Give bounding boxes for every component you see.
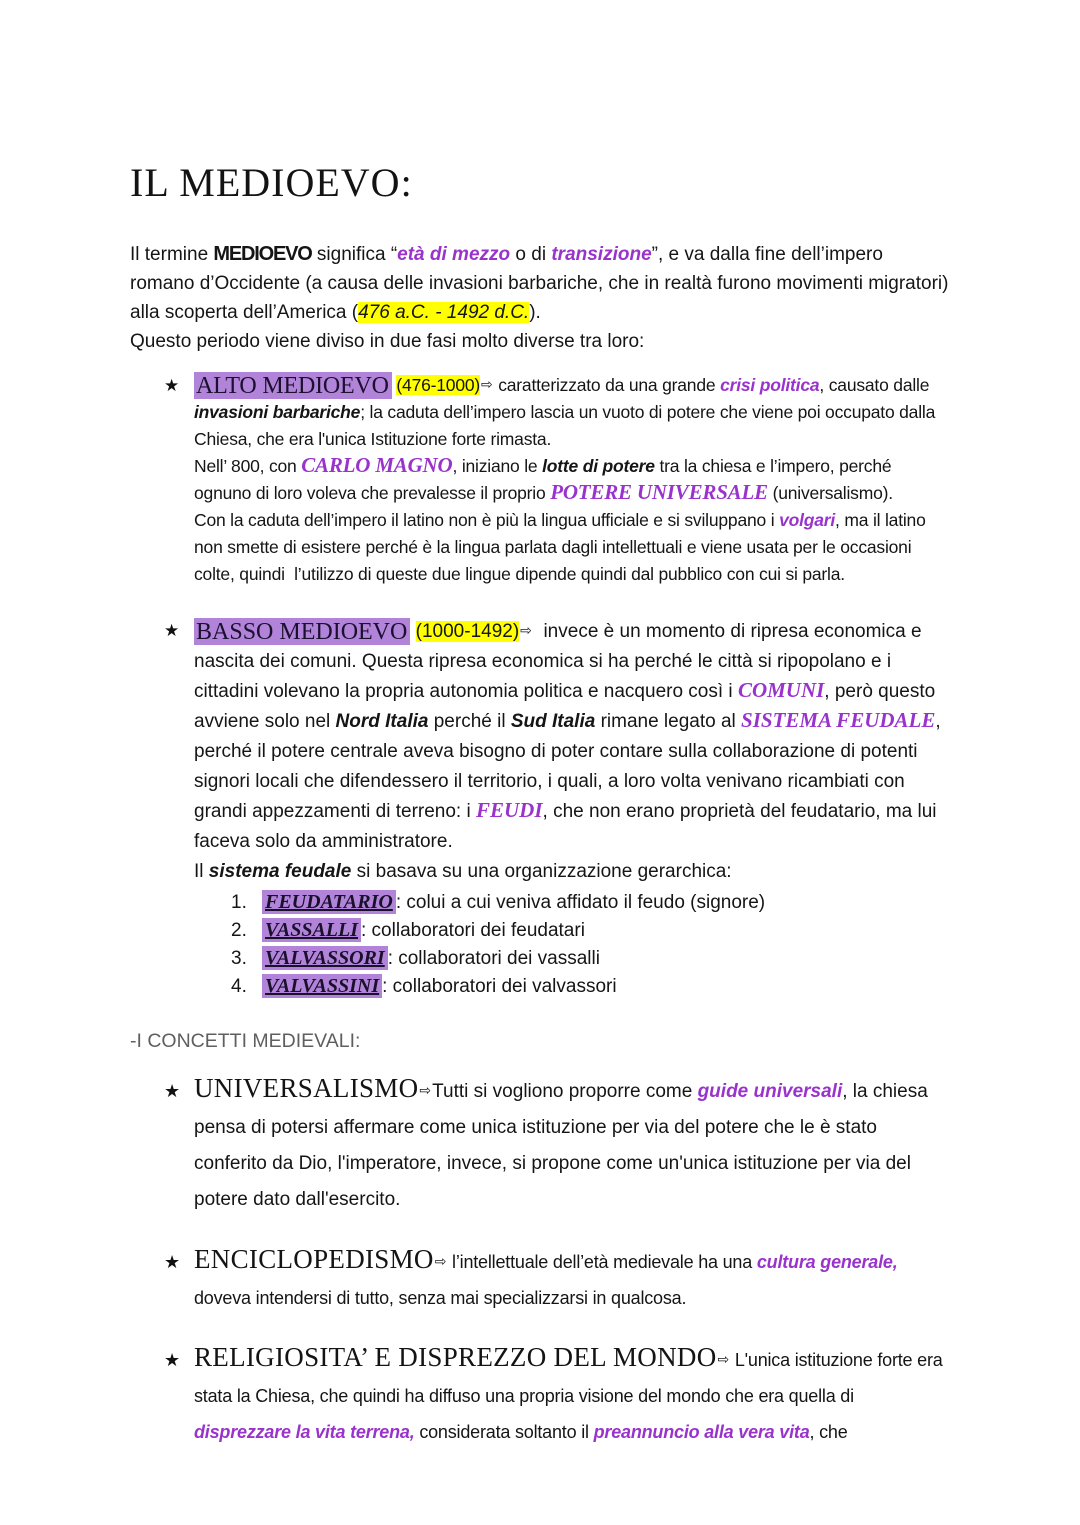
text-run: doveva intendersi di tutto, senza mai specializzarsi in qualcosa. — [194, 1252, 903, 1308]
term-alto-medioevo: ALTO MEDIOEVO — [194, 372, 392, 399]
arrow-right-icon: ⇨ — [520, 623, 532, 639]
list-item-text — [262, 945, 952, 973]
list-item-alto-medioevo — [130, 372, 952, 588]
alto-medioevo-paragraph — [194, 372, 952, 588]
arrow-right-icon: ⇨ — [717, 1352, 730, 1368]
text-run: transizione — [551, 244, 652, 265]
text-run: Nord Italia — [335, 711, 429, 732]
text-run: significa “ — [311, 244, 398, 265]
term-religiosita-disprezzo: RELIGIOSITA’ E DISPREZZO DEL MONDO — [194, 1342, 717, 1372]
list-item-universalismo — [130, 1073, 952, 1218]
list-item-feudatario — [231, 889, 952, 917]
text-run: tra la chiesa e l’impero, perché ognuno di loro voleva che prevalesse il proprio — [194, 456, 897, 503]
text-run: , che non erano proprietà del feudatario, ma lui faceva solo da amministratore. — [194, 801, 942, 852]
list-number: 3. — [231, 948, 247, 969]
list-number: 2. — [231, 920, 247, 941]
term-valvassori: VALVASSORI — [262, 946, 388, 970]
text-run: Questo periodo viene diviso in due fasi molto diverse tra loro: — [130, 331, 645, 352]
term-universalismo: UNIVERSALISMO — [194, 1073, 419, 1103]
text-run: lotte di potere — [542, 456, 655, 476]
term-basso-medioevo: BASSO MEDIOEVO — [194, 618, 410, 645]
enciclopedismo-paragraph — [194, 1244, 952, 1316]
text-run: Il termine — [130, 244, 214, 265]
text-run: o di — [510, 244, 552, 265]
text-run: Sud Italia — [510, 711, 596, 732]
term-enciclopedismo: ENCICLOPEDISMO — [194, 1244, 434, 1274]
list-item-valvassori — [231, 945, 952, 973]
text-run: perché il — [428, 711, 511, 732]
list-item-text — [262, 917, 952, 945]
text-run: , perché il potere centrale aveva bisogno di poter contare sulla collaborazione di potenti signori locali che difendessero il territorio, i quali, a loro volta venivano ricambiati con grandi appezzamenti di terreno: i — [194, 711, 946, 822]
date-range-basso: (1000-1492) — [415, 621, 520, 642]
section-heading-concetti-medievali: -I CONCETTI MEDIEVALI: — [130, 1030, 361, 1052]
list-item-basso-medioevo — [130, 616, 952, 1001]
list-item-vassalli — [231, 917, 952, 945]
religiosita-paragraph — [194, 1342, 952, 1450]
text-run: età di mezzo — [397, 244, 511, 265]
list-item-text — [262, 973, 952, 1001]
star-bullet-icon: ★ — [164, 1350, 181, 1370]
text-run: invasioni barbariche — [194, 402, 361, 422]
intro-paragraph — [130, 240, 952, 356]
list-item-valvassini — [231, 973, 952, 1001]
list-item-text — [262, 889, 952, 917]
text-run: preannuncio alla vera vita — [593, 1422, 810, 1442]
concept-bullet-list — [130, 1073, 952, 1450]
text-run: caratterizzato da una grande — [493, 375, 721, 395]
basso-medioevo-paragraph — [194, 616, 952, 1001]
text-run: Il — [194, 861, 209, 882]
text-run: : colui a cui veniva affidato il feudo (signore) — [395, 892, 766, 913]
page-title: IL MEDIOEVO: — [130, 160, 413, 205]
text-run: , la chiesa pensa di potersi affermare come unica istituzione per via del potere che le è stato conferito da Dio, l'imperatore, invece, si propone come un'unica istituzione per via del potere dato dall'esercito. — [194, 1081, 934, 1210]
text-run: (universalismo). — [767, 483, 893, 503]
text-run: disprezzare la vita terrena, — [194, 1422, 415, 1442]
term-feudatario: FEUDATARIO — [262, 890, 396, 914]
term-feudi: FEUDI — [476, 798, 543, 822]
text-run — [410, 621, 415, 642]
list-number: 4. — [231, 976, 247, 997]
text-run: : collaboratori dei vassalli — [387, 948, 600, 969]
text-run: , ma il latino non smette di esistere perché è la lingua parlata dagli intellettuali e viene usata per le occasioni colte, quindi l’utilizzo di queste due lingue dipende quindi dal pubblico con cui si parla. — [194, 510, 931, 584]
list-item-religiosita — [130, 1342, 952, 1450]
text-run: L'unica istituzione forte era stata la Chiesa, che quindi ha diffuso una propria visione del mondo che era quella di — [194, 1350, 948, 1406]
date-range-alto: (476-1000) — [396, 375, 481, 395]
text-run: Tutti si vogliono proporre come — [432, 1081, 698, 1102]
text-run: : collaboratori dei feudatari — [361, 920, 585, 941]
term-vassalli: VASSALLI — [262, 918, 361, 942]
text-run: , iniziano le — [452, 456, 543, 476]
text-run: Nell’ 800, con — [194, 456, 302, 476]
text-run: crisi politica — [720, 375, 820, 395]
arrow-right-icon: ⇨ — [419, 1083, 432, 1099]
star-bullet-icon: ★ — [164, 376, 180, 395]
text-run: invece è un momento di ripresa economica e nascita dei comuni. Questa ripresa economica si ha perché le città si ripopolano e i cittadini volevano la propria autonomia politica e nacquero così i — [194, 621, 927, 702]
star-bullet-icon: ★ — [164, 621, 180, 640]
feudal-hierarchy-list — [231, 889, 952, 1001]
term-sistema-feudale: SISTEMA FEUDALE — [741, 708, 936, 732]
date-range-highlight: 476 a.C. - 1492 d.C. — [358, 302, 530, 323]
text-run: , causato dalle — [819, 375, 934, 395]
term-potere-universale: POTERE UNIVERSALE — [550, 480, 768, 504]
text-run: guide universali — [697, 1081, 843, 1102]
phase-bullet-list — [130, 372, 952, 1001]
arrow-right-icon: ⇨ — [481, 377, 493, 393]
text-run: , però questo avviene solo nel — [194, 681, 941, 732]
text-run: considerata soltanto il — [414, 1422, 594, 1442]
text-run: , che — [809, 1422, 848, 1442]
text-run: ”, e va dalla fine dell’impero romano d’Occidente (a causa delle invasioni barbariche, che in realtà furono movimenti migratori) alla scoperta dell’America ( — [130, 244, 954, 323]
text-run: cultura generale, — [756, 1252, 898, 1272]
star-bullet-icon: ★ — [164, 1252, 181, 1272]
term-valvassini: VALVASSINI — [262, 974, 382, 998]
list-number: 1. — [231, 892, 247, 913]
list-item-enciclopedismo — [130, 1244, 952, 1316]
text-run: volgari — [779, 510, 836, 530]
term-carlo-magno: CARLO MAGNO — [301, 453, 453, 477]
term-medioevo: MEDIOEVO — [213, 243, 312, 265]
text-run: Con la caduta dell’impero il latino non è più la lingua ufficiale e si sviluppano i — [194, 510, 780, 530]
basso-medioevo-text — [194, 616, 952, 887]
term-comuni: COMUNI — [737, 678, 825, 702]
arrow-right-icon: ⇨ — [434, 1254, 447, 1270]
star-bullet-icon: ★ — [164, 1081, 181, 1101]
text-run: : collaboratori dei valvassori — [382, 976, 617, 997]
text-run: l’intellettuale dell’età medievale ha una — [447, 1252, 757, 1272]
text-run: ; la caduta dell’impero lascia un vuoto di potere che viene poi occupato dalla Chiesa, che era l'unica Istituzione forte rimasta. — [194, 402, 940, 449]
text-run: sistema feudale — [208, 861, 352, 882]
text-run: rimane legato al — [595, 711, 742, 732]
text-run: ). — [529, 302, 541, 323]
universalismo-paragraph — [194, 1073, 952, 1218]
text-run: si basava su una organizzazione gerarchica: — [351, 861, 732, 882]
